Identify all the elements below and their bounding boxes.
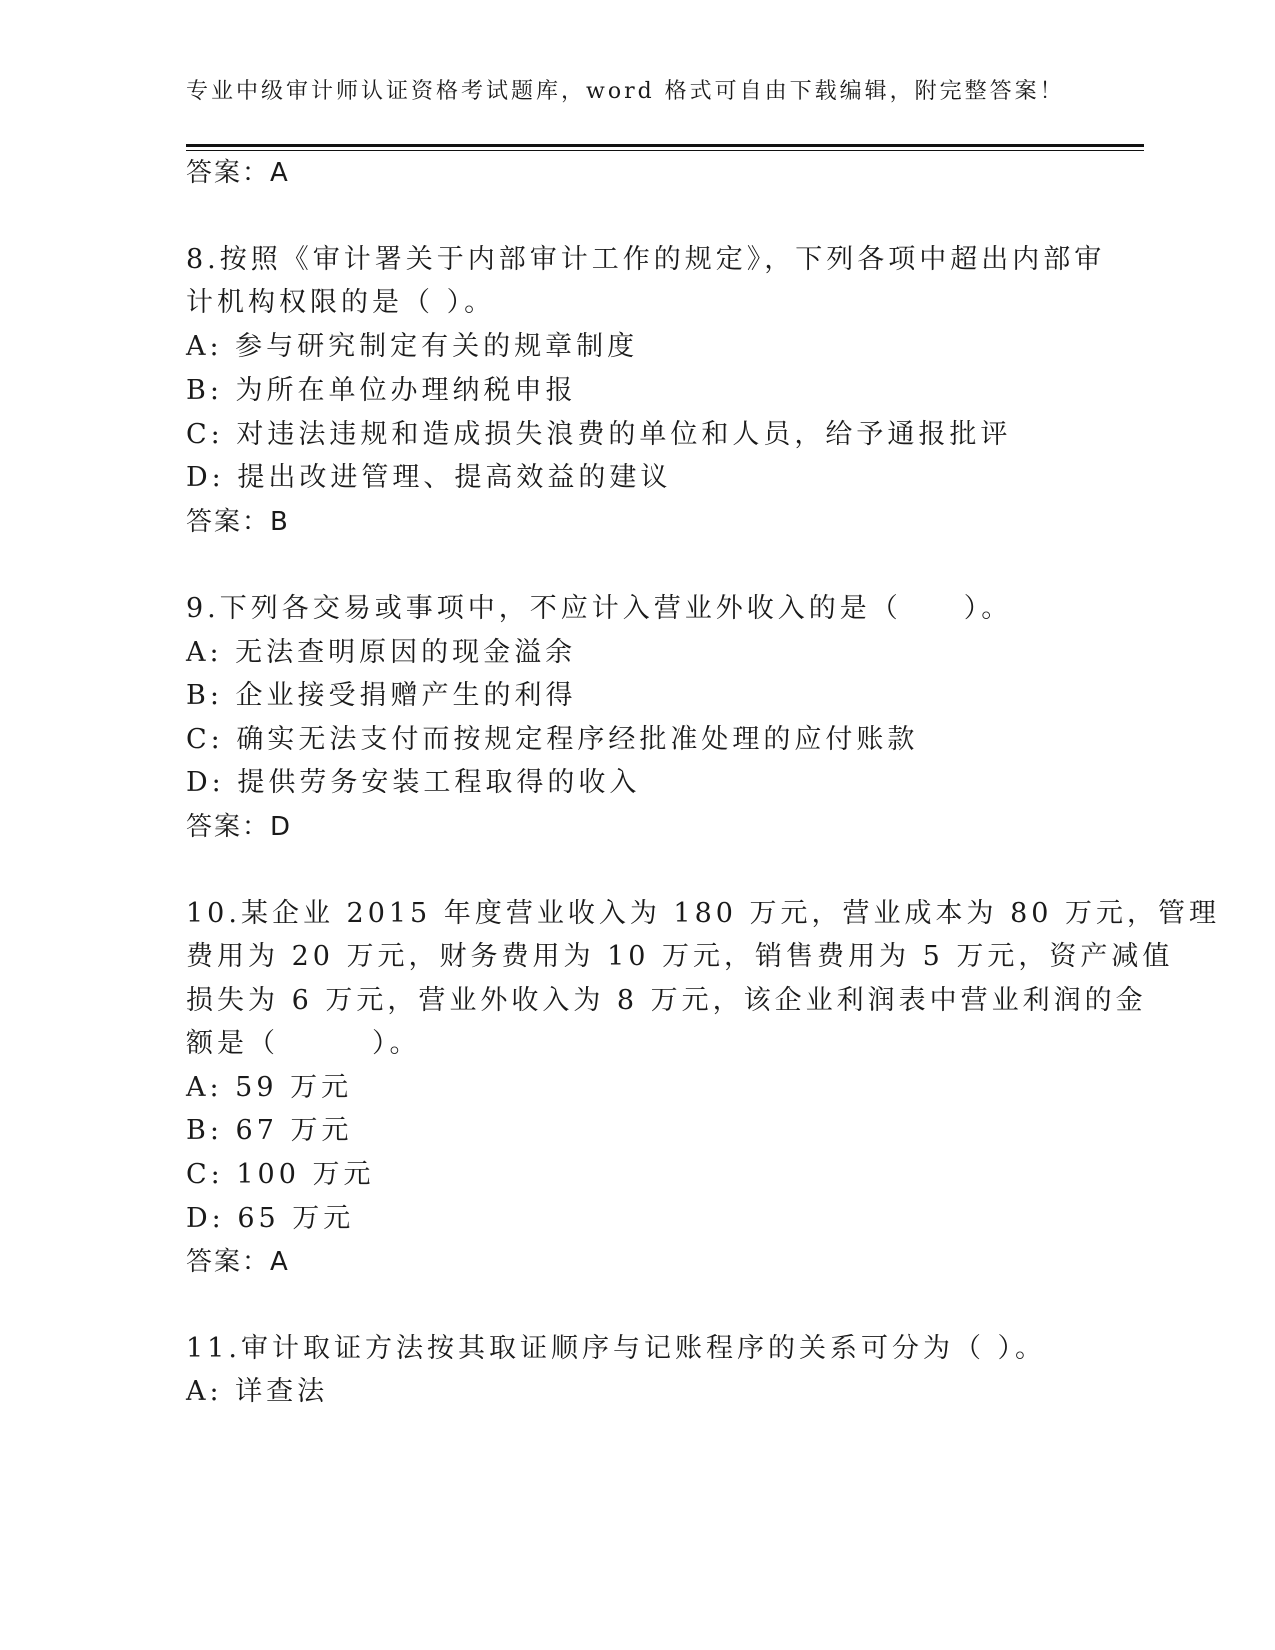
question-stem: 8.按照《审计署关于内部审计工作的规定》，下列各项中超出内部审 [186, 244, 1106, 275]
option-d: D: 65 万元 [186, 1203, 355, 1234]
answer-q9: 答案：D [186, 812, 293, 842]
question-stem: 9.下列各交易或事项中，不应计入营业外收入的是（ ）。 [186, 593, 1013, 624]
question-stem: 11.审计取证方法按其取证顺序与记账程序的关系可分为（ ）。 [186, 1333, 1047, 1364]
question-stem: 10.某企业 2015 年度营业收入为 180 万元，营业成本为 80 万元，管理 [186, 898, 1221, 929]
answer-q8: 答案：B [186, 507, 290, 537]
question-stem: 费用为 20 万元，财务费用为 10 万元，销售费用为 5 万元，资产减值 [186, 941, 1174, 972]
option-a: A: 无法查明原因的现金溢余 [186, 637, 577, 668]
option-a: A: 59 万元 [186, 1072, 353, 1103]
option-a: A: 参与研究制定有关的规章制度 [186, 331, 639, 362]
question-stem: 损失为 6 万元，营业外收入为 8 万元，该企业利润表中营业利润的金 [186, 985, 1147, 1016]
option-b: B: 为所在单位办理纳税申报 [186, 375, 577, 406]
header-divider-thin [186, 150, 1144, 151]
option-c: C: 对违法违规和造成损失浪费的单位和人员，给予通报批评 [186, 419, 1012, 450]
option-a: A: 详查法 [186, 1376, 329, 1407]
option-c: C: 100 万元 [186, 1159, 375, 1190]
option-b: B: 企业接受捐赠产生的利得 [186, 680, 577, 711]
header-divider-thick [186, 144, 1144, 147]
option-d: D: 提出改进管理、提高效益的建议 [186, 462, 672, 493]
question-stem: 计机构权限的是（ ）。 [186, 287, 496, 318]
question-stem: 额是（ ）。 [186, 1028, 421, 1059]
answer-q10: 答案：A [186, 1247, 290, 1277]
header-text: 专业中级审计师认证资格考试题库，word 格式可自由下载编辑，附完整答案！ [186, 79, 1065, 104]
answer-q7: 答案：A [186, 158, 290, 188]
option-c: C: 确实无法支付而按规定程序经批准处理的应付账款 [186, 724, 919, 755]
option-b: B: 67 万元 [186, 1115, 353, 1146]
option-d: D: 提供劳务安装工程取得的收入 [186, 767, 641, 798]
